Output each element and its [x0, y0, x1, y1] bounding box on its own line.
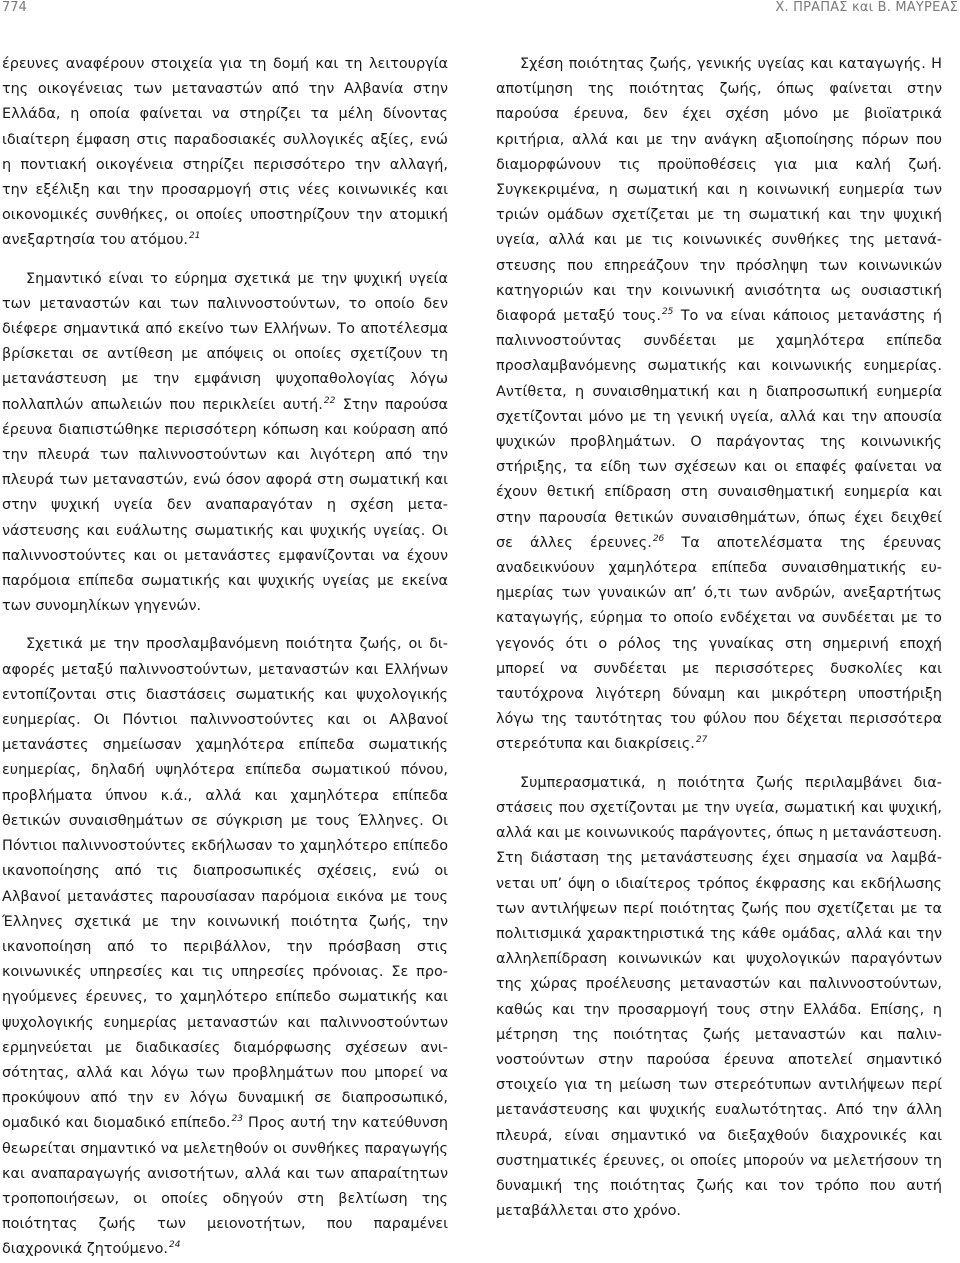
- paragraph-text: Σημαντικό είναι το εύρημα σχετικά με την ψυχική υγεία των μεταναστών και των παλιννοστούντων, το οποίο δεν διέφερε σημαντικά από εκείνο των Ελλήνων. Το αποτέλεσμα βρίσκεται σε αντίθεση με απόψεις οι οποίες σχετίζουν τη μετανάστευση με την εμφάνιση ψυχοπαθολογίας λόγω πολλαπλών απωλειών που περικλείει αυτή.: [2, 270, 448, 413]
- footnote-ref: 25: [661, 307, 674, 318]
- body-paragraph: [2, 52, 448, 254]
- page-number: 774: [2, 0, 27, 15]
- body-paragraph: [496, 52, 942, 758]
- body-paragraph: [2, 267, 448, 620]
- paragraph-text: Στην παρούσα έρευνα διαπιστώθηκε περισσότερη κόπωση και κούραση από την πλευρά των παλιννοστούντων και λιγότερη από την πλευρά των μεταναστών, ενώ όσον αφορά στη σωματική και στην ψυχική υγεία δεν αναπαραγόταν η σχέση μετανάστευσης και ευάλωτης σωματικής και ψυχικής υγείας. Οι παλιννοστούντες και οι μετανάστες εμφανίζονται να έχουν παρόμοια επίπεδα σωματικής και ψυχικής υγείας με εκείνα των συνομηλίκων γηγενών.: [2, 396, 448, 615]
- footnote-ref: 23: [231, 1114, 243, 1125]
- paragraph-text: Τα αποτελέσματα της έρευνας αναδεικνύουν χαμηλότερα επίπεδα συναισθηματικής ευημερίας των γυναικών απ’ ό,τι των ανδρών, ανεξαρτήτως καταγωγής, εύρημα το οποίο ενδέχεται να συνδέεται με το γεγονός ότι ο ρόλος της γυναίκας στη σημερινή εποχή μπορεί να συνδέεται με περισσότερες δυσκολίες και ταυτόχρονα λιγότερη δύναμη και μικρότερη υποστήριξη λόγω της ταυτότητας του φύλου που δέχεται περισσότερα στερεότυπα και διακρίσεις.: [496, 534, 942, 753]
- footnote-ref: 21: [188, 231, 201, 242]
- paragraph-text: Σχετικά με την προσλαμβανόμενη ποιότητα ζωής, οι διαφορές μεταξύ παλιννοστούντων, μεταναστών και Ελλήνων εντοπίζονται στις διαστάσεις σωματικής και ψυχολογικής ευημερίας. Οι Πόντιοι παλιννοστούντες και οι Αλβανοί μετανάστες σημείωσαν χαμηλότερα επίπεδα σωματικής ευημερίας, δηλαδή υψηλότερα επίπεδα σωματικού πόνου, προβλήματα ύπνου κ.ά., αλλά και χαμηλότερα επίπεδα θετικών συναισθημάτων σε σύγκριση με τους Έλληνες. Οι Πόντιοι παλιννοστούντες εκδήλωσαν το χαμηλότερο επίπεδο ικανοποίησης από τις διαπροσωπικές σχέσεις, ενώ οι Αλβανοί μετανάστες παρουσίασαν παρόμοια εικόνα με τους Έλληνες σχετικά με την κοινωνική ποιότητα ζωής, την ικανοποίηση από το περιβάλλον, την πρόσβαση στις κοινωνικές υπηρεσίες και τις υπηρεσίες πρόνοιας. Σε προηγούμενες έρευνες, το χαμηλότερο επίπεδο σωματικής και ψυχολογικής ευημερίας μεταναστών και παλιννοστούντων ερμηνεύεται με διαδικασίες διαμόρφωσης σχέσεων ανισότητας, αλλά και λόγω των προβλημάτων που μπορεί να προκύψουν από την εν λόγω δυναμική σε διαπροσωπικό, ομαδικό και διομαδικό επίπεδο.: [2, 636, 448, 1132]
- paragraph-text: Το να είναι κάποιος μετανάστης ή παλιννοστούντας συνδέεται με χαμηλότερα επίπεδα προσλαμβανόμενης σωματικής και κοινωνικής ευημερίας. Αντίθετα, η συναισθηματική και η διαπροσωπική ευημερία σχετίζονται μόνο με τη γενική υγεία, αλλά και την απουσία ψυχικών προβλημάτων. Ο παράγοντας της κοινωνικής στήριξης, τα είδη των σχέσεων και οι επαφές φαίνεται να έχουν θετική επίδραση στη συναισθηματική ευημερία και στην παρουσία θετικών συναισθημάτων, όπως έχει δειχθεί σε άλλες έρευνες.: [496, 308, 942, 551]
- left-column: [2, 52, 448, 1263]
- paragraph-text: Συμπερασματικά, η ποιότητα ζωής περιλαμβάνει διαστάσεις που σχετίζονται με την υγεία, σωματική και ψυχική, αλλά και με κοινωνικούς παράγοντες, όπως η μετανάστευση. Στη διάσταση της μετανάστευσης έχει σημασία να λαμβάνεται υπ’ όψη ο ιδιαίτερος τρόπος έκφρασης και εκδήλωσης των αντιλήψεων περί ποιότητας ζωής που σχετίζεται με τα πολιτισμικά χαρακτηριστικά της κάθε ομάδας, αλλά και την αλληλεπίδραση κοινωνικών και ψυχολογικών παραγόντων της χώρας προέλευσης μεταναστών και παλιννοστούντων, καθώς και την προσαρμογή τους στην Ελλάδα. Επίσης, η μέτρηση της ποιότητας ζωής μεταναστών και παλιννοστούντων στην παρούσα έρευνα αποτελεί σημαντικό στοιχείο για τη μείωση των στερεότυπων αντιλήψεων περί μετανάστευσης και ψυχικής ευαλωτότητας. Από την άλλη πλευρά, είναι σημαντικό να διεξαχθούν διαχρονικές και συστηματικές έρευνες, οι οποίες μπορούν να μελετήσουν τη δυναμική της ποιότητας ζωής και τον τρόπο που αυτή μεταβάλλεται στο χρόνο.: [496, 774, 942, 1220]
- footnote-ref: 26: [652, 533, 665, 544]
- paragraph-text: Σχέση ποιότητας ζωής, γενικής υγείας και καταγωγής. Η αποτίμηση της ποιότητας ζωής, όπως φαίνεται στην παρούσα έρευνα, δεν έχει σχέση μόνο με βιοϊατρικά κριτήρια, αλλά και με την ανάγκη αξιοποίησης πόρων που διαμορφώνουν τις προϋποθέσεις για μια καλή ζωή. Συγκεκριμένα, η σωματική και η κοινωνική ευημερία των τριών ομάδων σχετίζεται με τη σωματική και την ψυχική υγεία, αλλά και με τις κοινωνικές συνθήκες της μετανάστευσης που επηρεάζουν την πρόσληψη των κοινωνικών κατηγοριών και την κοινωνική ανισότητα ως ουσιαστική διαφορά μεταξύ τους.: [496, 56, 942, 325]
- right-column: [496, 52, 942, 1224]
- running-header-authors: Χ. ΠΡΑΠΑΣ και Β. ΜΑΥΡΕΑΣ: [775, 0, 958, 15]
- footnote-ref: 24: [168, 1240, 181, 1251]
- footnote-ref: 22: [323, 395, 336, 406]
- body-paragraph: [496, 771, 942, 1225]
- body-paragraph: [2, 632, 448, 1262]
- paragraph-text: Προς αυτή την κατεύθυνση θεωρείται σημαντικό να μελετηθούν οι συνθήκες παραγωγής και αναπαραγωγής ανισοτήτων, αλλά και των απαραίτητων τροποποιήσεων, οι οποίες οδηγούν στη βελτίωση της ποιότητας ζωής των μειονοτήτων, που παραμένει διαχρονικά ζητούμενο.: [2, 1115, 448, 1258]
- running-head: [0, 0, 960, 22]
- paragraph-text: έρευνες αναφέρουν στοιχεία για τη δομή και τη λειτουργία της οικογένειας των μεταναστών από την Αλβανία στην Ελλάδα, η οποία φαίνεται να στηρίζει τα μέλη δίνοντας ιδιαίτερη έμφαση στις παραδοσιακές συλλογικές αξίες, ενώ η ποντιακή οικογένεια στηρίζει περισσότερο την αλλαγή, την εξέλιξη και την προσαρμογή στις νέες κοινωνικές και οικονομικές συνθήκες, οι οποίες υποστηρίζουν την ατομική ανεξαρτησία του ατόμου.: [2, 56, 448, 249]
- footnote-ref: 27: [695, 735, 708, 746]
